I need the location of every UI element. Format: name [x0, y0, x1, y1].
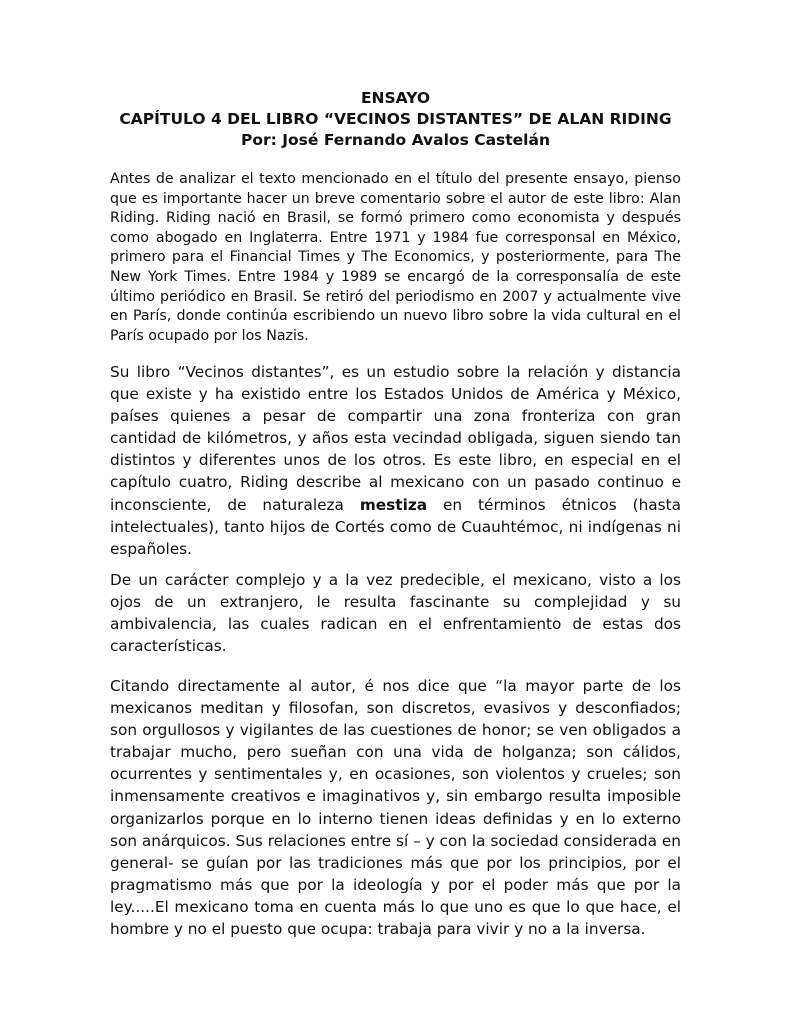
paragraph-character: De un carácter complejo y a la vez predecible, el mexicano, visto a los ojos de un extranjero, le resulta fascinante su complejidad y su ambivalencia, las cuales radican en el enfrentamiento de estas dos características. — [110, 571, 681, 656]
chapter-title: CAPÍTULO 4 DEL LIBRO “VECINOS DISTANTES” DE ALAN RIDING — [119, 110, 672, 128]
paragraph-text: Su libro “Vecinos distantes”, es un estudio sobre la relación y distancia que existe y ha existido entre los Estados Unidos de América y México, países quienes a pesar de compartir una zona fronteriza con gran cantidad de kilómetros, y años esta vecindad obligada, siguen siendo tan distintos y diferentes unos de los otros. Es este libro, en especial en el capítulo cuatro, Riding describe al mexicano con un pasado continuo e inconsciente, de naturaleza — [110, 363, 681, 514]
paragraph-quote: Citando directamente al autor, é nos dice que “la mayor parte de los mexicanos meditan y filosofan, son discretos, evasivos y desconfiados; son orgullosos y vigilantes de las cuestiones de honor; se ven obligados a trabajar mucho, pero sueñan con una vida de holganza; son cálidos, ocurrentes y sentimentales y, en ocasiones, son violentos y crueles; son inmensamente creativos e imaginativos y, sin embargo resulta imposible organizarlos porque en lo interno tienen ideas definidas y en lo externo son anárquicos. Sus relaciones entre sí – y con la sociedad considerada en general- se guían por las tradiciones más que por los principios, por el pragmatismo más que por la ideología y por el poder más que por la ley.....El mexicano toma en cuenta más lo que uno es que lo que hace, el hombre y no el puesto que ocupa: trabaja para vivir y no a la inversa. — [110, 677, 681, 939]
paragraph-text: en términos étnicos (hasta intelectuales), tanto hijos de Cortés como de Cuauhtémoc, ni indígenas ni españoles. — [110, 495, 681, 558]
author-line: Por: José Fernando Avalos Castelán — [241, 131, 550, 149]
paragraph-book-summary — [110, 361, 681, 560]
bold-term: mestiza — [359, 495, 428, 514]
paragraph-author-bio: Antes de analizar el texto mencionado en el título del presente ensayo, pienso que es importante hacer un breve comentario sobre el autor de este libro: Alan Riding. Riding nació en Brasil, se formó primero como economista y después como abogado en Inglaterra. Entre 1971 y 1984 fue corresponsal en México, primero para el Financial Times y The Economics, y posteriormente, para The New York Times. Entre 1984 y 1989 se encargó de la corresponsalía de este último periódico en Brasil. Se retiró del periodismo en 2007 y actualmente vive en París, donde continúa escribiendo un nuevo libro sobre la vida cultural en el París ocupado por los Nazis. — [110, 171, 681, 344]
essay-label: ENSAYO — [360, 89, 431, 107]
document-header — [110, 88, 681, 151]
